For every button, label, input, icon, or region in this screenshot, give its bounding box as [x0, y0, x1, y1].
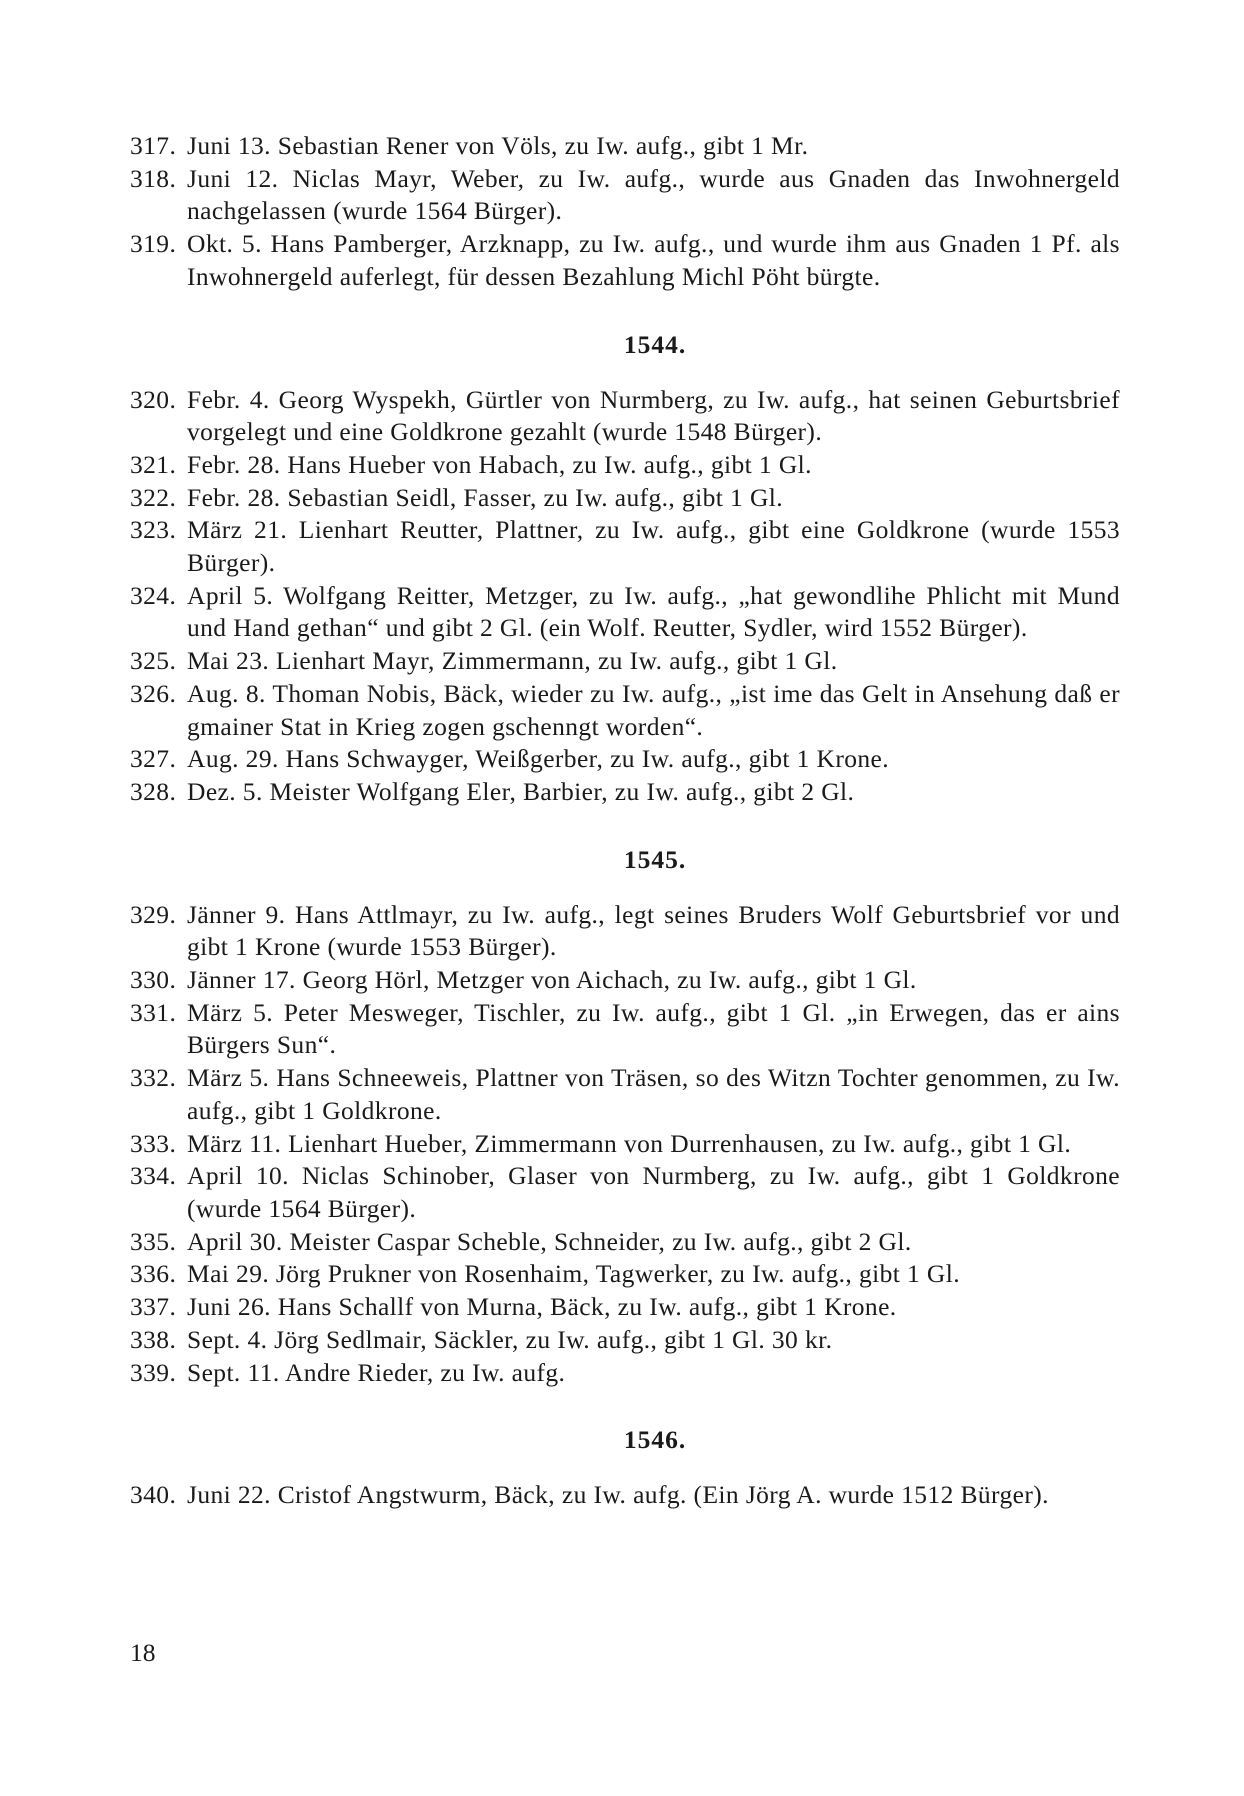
entry-list	[130, 384, 1120, 809]
page-number: 18	[130, 1638, 156, 1667]
entry-list	[130, 1479, 1120, 1512]
entry-number: 324.	[130, 580, 177, 610]
entry-text: Jänner 9. Hans Attlmayr, zu Iw. aufg., legt seines Bruders Wolf Geburtsbrief vor und gibt 1 Krone (wurde 1553 Bürger).	[187, 899, 1120, 962]
entry-number: 331.	[130, 997, 177, 1027]
entry-number: 318.	[130, 163, 177, 193]
list-item	[130, 964, 1120, 997]
entry-text: Dez. 5. Meister Wolfgang Eler, Barbier, zu Iw. aufg., gibt 2 Gl.	[187, 776, 855, 806]
entry-text: Jänner 17. Georg Hörl, Metzger von Aichach, zu Iw. aufg., gibt 1 Gl.	[187, 965, 917, 995]
list-item	[130, 1128, 1120, 1161]
entry-text: Juni 13. Sebastian Rener von Völs, zu Iw. aufg., gibt 1 Mr.	[187, 131, 809, 160]
entry-number: 336.	[130, 1259, 177, 1289]
list-item	[130, 514, 1120, 579]
list-item	[130, 899, 1120, 964]
list-item	[130, 130, 1120, 163]
entry-number: 317.	[130, 131, 177, 160]
year-heading: 1545.	[623, 844, 687, 874]
entry-text: Okt. 5. Hans Pamberger, Arzknapp, zu Iw. aufg., und wurde ihm aus Gnaden 1 Pf. als Inwohnergeld auferlegt, für dessen Bezahlung Michl Pöht bürgte.	[187, 229, 1120, 291]
entry-number: 320.	[130, 384, 177, 414]
entry-text: Febr. 28. Sebastian Seidl, Fasser, zu Iw. aufg., gibt 1 Gl.	[187, 482, 784, 512]
entry-number: 338.	[130, 1324, 177, 1354]
entry-text: Aug. 8. Thoman Nobis, Bäck, wieder zu Iw. aufg., „ist ime das Gelt in Ansehung daß er gmainer Stat in Krieg zogen gschenngt worden“.	[187, 678, 1120, 741]
entry-text: Juni 12. Niclas Mayr, Weber, zu Iw. aufg., wurde aus Gnaden das Inwohnergeld nachgelassen (wurde 1564 Bürger).	[187, 163, 1120, 226]
entry-number: 337.	[130, 1292, 177, 1322]
entry-text: Sept. 11. Andre Rieder, zu Iw. aufg.	[187, 1357, 566, 1387]
entry-text: April 30. Meister Caspar Scheble, Schneider, zu Iw. aufg., gibt 2 Gl.	[187, 1226, 912, 1256]
entry-text: März 11. Lienhart Hueber, Zimmermann von Durrenhausen, zu Iw. aufg., gibt 1 Gl.	[187, 1128, 1072, 1158]
entry-number: 322.	[130, 482, 177, 512]
entry-number: 326.	[130, 678, 177, 708]
list-item	[130, 1357, 1120, 1390]
entry-number: 334.	[130, 1161, 177, 1191]
entry-text: Aug. 29. Hans Schwayger, Weißgerber, zu Iw. aufg., gibt 1 Krone.	[187, 744, 890, 774]
list-item	[130, 1324, 1120, 1357]
entry-number: 340.	[130, 1480, 177, 1510]
entry-text: April 5. Wolfgang Reitter, Metzger, zu Iw. aufg., „hat gewondlihe Phlicht mit Mund und Hand gethan“ und gibt 2 Gl. (ein Wolf. Reutter, Sydler, wird 1552 Bürger).	[187, 580, 1120, 643]
list-item	[130, 1160, 1120, 1225]
entry-number: 335.	[130, 1226, 177, 1256]
entry-text: Mai 23. Lienhart Mayr, Zimmermann, zu Iw. aufg., gibt 1 Gl.	[187, 646, 838, 676]
entry-text: März 21. Lienhart Reutter, Plattner, zu Iw. aufg., gibt eine Goldkrone (wurde 1553 Bürger).	[187, 515, 1120, 578]
document-body	[130, 130, 1120, 1512]
list-item	[130, 449, 1120, 482]
entry-number: 332.	[130, 1063, 177, 1093]
entry-text: Juni 22. Cristof Angstwurm, Bäck, zu Iw. aufg. (Ein Jörg A. wurde 1512 Bürger).	[187, 1480, 1049, 1510]
entry-number: 333.	[130, 1128, 177, 1158]
entry-number: 327.	[130, 744, 177, 774]
entry-text: Mai 29. Jörg Prukner von Rosenhaim, Tagwerker, zu Iw. aufg., gibt 1 Gl.	[187, 1259, 960, 1289]
year-heading: 1544.	[623, 329, 687, 359]
entry-number: 319.	[130, 229, 177, 259]
entry-number: 323.	[130, 515, 177, 545]
entry-text: Sept. 4. Jörg Sedlmair, Säckler, zu Iw. aufg., gibt 1 Gl. 30 kr.	[187, 1324, 833, 1354]
list-item	[130, 1479, 1120, 1512]
list-item	[130, 743, 1120, 776]
entry-number: 339.	[130, 1357, 177, 1387]
entry-number: 328.	[130, 776, 177, 806]
year-heading: 1546.	[623, 1425, 687, 1455]
entry-number: 329.	[130, 899, 177, 929]
entry-number: 330.	[130, 965, 177, 995]
entry-text: Febr. 28. Hans Hueber von Habach, zu Iw. aufg., gibt 1 Gl.	[187, 449, 812, 479]
list-item	[130, 163, 1120, 228]
entry-number: 321.	[130, 449, 177, 479]
entry-list	[130, 899, 1120, 1390]
list-item	[130, 1258, 1120, 1291]
entry-text: April 10. Niclas Schinober, Glaser von Nurmberg, zu Iw. aufg., gibt 1 Goldkrone (wurde 1564 Bürger).	[187, 1161, 1120, 1223]
list-item	[130, 482, 1120, 515]
list-item	[130, 580, 1120, 645]
list-item	[130, 1062, 1120, 1127]
entry-text: Juni 26. Hans Schallf von Murna, Bäck, zu Iw. aufg., gibt 1 Krone.	[187, 1292, 897, 1322]
list-item	[130, 645, 1120, 678]
list-item	[130, 1226, 1120, 1259]
entry-number: 325.	[130, 646, 177, 676]
list-item	[130, 384, 1120, 449]
list-item	[130, 1291, 1120, 1324]
entry-list	[130, 130, 1120, 294]
list-item	[130, 997, 1120, 1062]
list-item	[130, 228, 1120, 293]
list-item	[130, 678, 1120, 743]
entry-text: März 5. Peter Mesweger, Tischler, zu Iw. aufg., gibt 1 Gl. „in Erwegen, das er ains Bürgers Sun“.	[187, 997, 1120, 1060]
entry-text: März 5. Hans Schneeweis, Plattner von Träsen, so des Witzn Tochter genommen, zu Iw. aufg., gibt 1 Goldkrone.	[187, 1063, 1120, 1125]
list-item	[130, 776, 1120, 809]
entry-text: Febr. 4. Georg Wyspekh, Gürtler von Nurmberg, zu Iw. aufg., hat seinen Geburtsbrief vorgelegt und eine Goldkrone gezahlt (wurde 1548 Bürger).	[187, 384, 1120, 447]
